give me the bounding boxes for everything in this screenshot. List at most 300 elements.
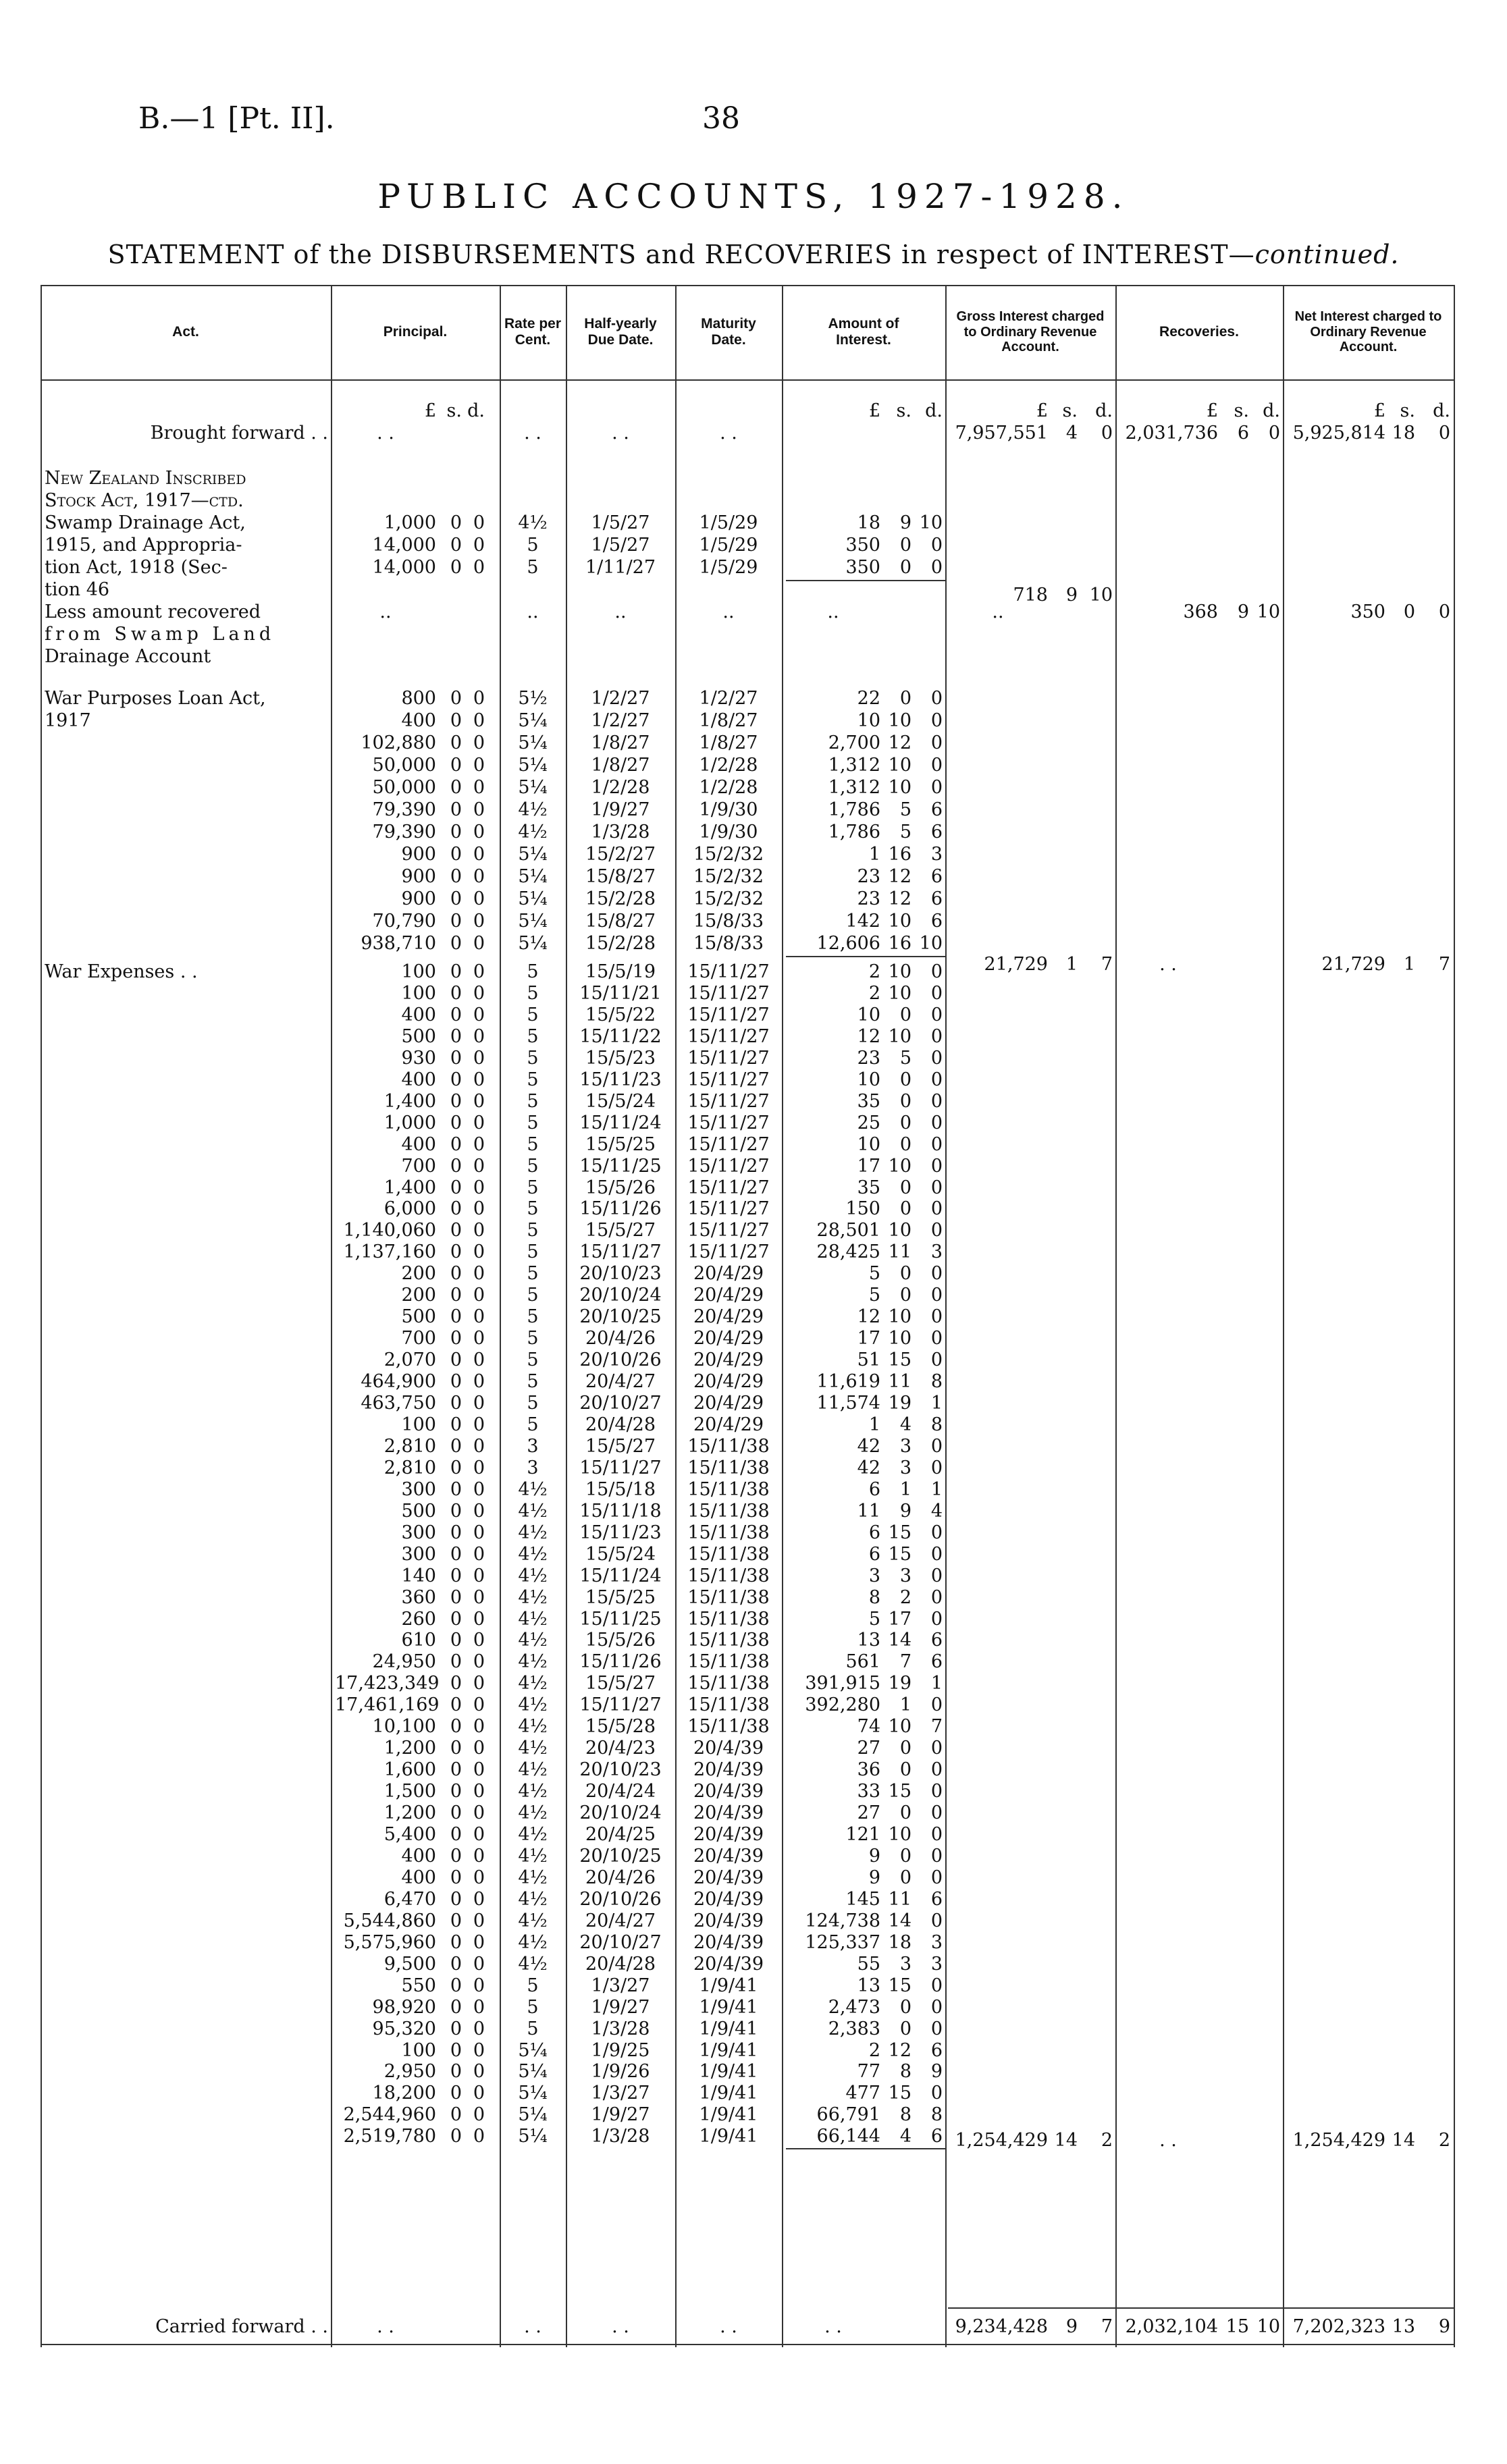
maturity-dots: . . [720, 2316, 737, 2337]
half-yearly-due-date: 15/11/27 [579, 1241, 662, 1262]
half-yearly-due-date: 15/11/26 [579, 1651, 662, 1672]
currency-row [41, 400, 1455, 422]
principal-pounds: 79,390 [372, 822, 436, 842]
maturity-date: 20/4/39 [693, 1910, 764, 1931]
page-title: PUBLIC ACCOUNTS, 1927-1928. [377, 177, 1130, 216]
principal-pounds: 1,137,160 [343, 1241, 436, 1262]
principal-pence: 0 [473, 1824, 485, 1845]
principal-shillings: 0 [450, 933, 462, 954]
principal-pence: 0 [473, 1759, 485, 1780]
half-yearly-due-date: 1/9/27 [591, 2104, 650, 2125]
principal-shillings: 0 [450, 1544, 462, 1565]
carried-forward-net-pence: 9 [1438, 2316, 1450, 2337]
amount-dots: . . [824, 2316, 842, 2337]
half-yearly-due-date: 15/5/23 [585, 1048, 656, 1069]
rate-per-cent: 5¼ [518, 866, 548, 887]
act-line [41, 645, 1455, 668]
half-yearly-due-date: 15/5/27 [585, 1436, 656, 1457]
maturity-date: 20/4/29 [693, 1349, 764, 1370]
interest-pounds: 6 [868, 1544, 880, 1565]
less-recovered-text: Less amount recovered [45, 601, 261, 622]
interest-pence: 0 [930, 688, 943, 709]
table-row [41, 1414, 1455, 1436]
principal-shillings: 0 [450, 1781, 462, 1802]
maturity-date: 15/2/32 [693, 866, 764, 887]
table-row [41, 1435, 1455, 1457]
interest-pence: 1 [930, 1393, 943, 1414]
rate-per-cent: 5¼ [518, 2061, 548, 2082]
interest-pence: 0 [930, 1544, 943, 1565]
interest-pounds: 11,574 [816, 1393, 880, 1414]
col-principal: Principal. [383, 324, 448, 340]
principal-pence: 0 [473, 1609, 485, 1630]
interest-pounds: 3 [868, 1565, 880, 1586]
principal-shillings: 0 [450, 777, 462, 798]
carried-forward-net-shillings: 13 [1392, 2316, 1415, 2337]
interest-shillings: 15 [888, 1975, 911, 1996]
half-yearly-due-date: 15/5/27 [585, 1673, 656, 1694]
principal-shillings: 0 [450, 1479, 462, 1500]
principal-pence: 0 [473, 1997, 485, 2018]
rate-per-cent: 5 [527, 1975, 539, 1996]
principal-pounds: 2,544,960 [343, 2104, 436, 2125]
interest-shillings: 14 [888, 1630, 911, 1651]
maturity-dots: . . [720, 423, 737, 444]
interest-shillings: 0 [899, 1263, 911, 1284]
interest-shillings: 10 [888, 755, 911, 776]
principal-shillings: 0 [450, 1910, 462, 1931]
half-yearly-due-date: 20/4/27 [585, 1910, 656, 1931]
interest-shillings: 0 [899, 1134, 911, 1155]
rate-per-cent: 4½ [518, 1544, 548, 1565]
table-row [41, 1478, 1455, 1501]
interest-pounds: 74 [857, 1716, 880, 1737]
interest-pounds: 5 [868, 1609, 880, 1630]
half-yearly-due-date: 15/11/18 [579, 1501, 662, 1522]
principal-shillings: 0 [450, 1954, 462, 1975]
table-row [41, 1694, 1455, 1716]
principal-shillings: 0 [450, 888, 462, 909]
principal-pounds: 98,920 [372, 1997, 436, 2018]
principal-pounds: 800 [401, 688, 436, 709]
interest-pounds: 23 [857, 888, 880, 909]
interest-pounds: 10 [857, 1069, 880, 1090]
maturity-date: 15/11/38 [687, 1694, 770, 1715]
interest-pence: 0 [930, 2018, 943, 2039]
principal-pounds: 6,000 [384, 1198, 436, 1219]
half-yearly-due-date: 20/10/25 [579, 1846, 662, 1867]
due-dots: . . [612, 2316, 629, 2337]
half-yearly-due-date: 15/11/24 [579, 1565, 662, 1586]
rate-per-cent: 4½ [518, 1954, 548, 1975]
principal-pounds: 938,710 [361, 933, 436, 954]
interest-shillings: 0 [899, 2018, 911, 2039]
table-row [41, 1975, 1455, 1997]
col-net: Net Interest charged to Ordinary Revenue Account. [1294, 309, 1442, 355]
table-row [41, 1219, 1455, 1241]
interest-pounds: 1,312 [828, 777, 880, 798]
interest-pence: 0 [930, 732, 943, 753]
principal-pounds: 100 [401, 1414, 436, 1435]
principal-pounds: 2,810 [384, 1436, 436, 1457]
rate-per-cent: 4½ [518, 1716, 548, 1737]
interest-pence: 6 [930, 911, 943, 932]
half-yearly-due-date: 1/11/27 [585, 557, 656, 578]
interest-pence: 3 [930, 1954, 943, 1975]
half-yearly-due-date: 1/9/26 [591, 2061, 650, 2082]
principal-shillings: 0 [450, 1393, 462, 1414]
interest-shillings: 16 [888, 844, 911, 865]
interest-pounds: 125,337 [805, 1932, 880, 1953]
interest-pounds: 23 [857, 866, 880, 887]
section-total-row [41, 2129, 1455, 2151]
rate-per-cent: 5¼ [518, 755, 548, 776]
interest-pounds: 10 [857, 710, 880, 731]
rate-per-cent: 5¼ [518, 888, 548, 909]
principal-pounds: 550 [401, 1975, 436, 1996]
interest-shillings: 8 [899, 2061, 911, 2082]
war-expenses-gross-shillings: 14 [1054, 2130, 1078, 2151]
interest-pence: 6 [930, 799, 943, 820]
half-yearly-due-date: 15/11/22 [579, 1026, 662, 1047]
interest-shillings: 0 [899, 1867, 911, 1888]
war-expenses-net-pence: 2 [1438, 2130, 1450, 2151]
principal-shillings: 0 [450, 822, 462, 842]
principal-pence: 0 [473, 1328, 485, 1349]
interest-pounds: 25 [857, 1113, 880, 1133]
maturity-date: 15/11/38 [687, 1501, 770, 1522]
principal-pence: 0 [473, 1005, 485, 1025]
principal-shillings: 0 [450, 2040, 462, 2061]
principal-shillings: 0 [450, 2083, 462, 2104]
principal-pence: 0 [473, 1867, 485, 1888]
half-yearly-due-date: 20/4/25 [585, 1824, 656, 1845]
half-yearly-due-date: 1/9/25 [591, 2040, 650, 2061]
principal-pence: 0 [473, 1802, 485, 1823]
principal-pence: 0 [473, 1069, 485, 1090]
maturity-date: 20/4/39 [693, 1889, 764, 1910]
carried-forward-row [41, 2315, 1455, 2338]
interest-pence: 8 [930, 2104, 943, 2125]
rate-per-cent: 5 [527, 1005, 539, 1025]
interest-shillings: 15 [888, 1781, 911, 1802]
rate-per-cent: 5¼ [518, 777, 548, 798]
principal-pounds: 2,070 [384, 1349, 436, 1370]
half-yearly-due-date: 20/10/23 [579, 1759, 662, 1780]
interest-pounds: 42 [857, 1457, 880, 1478]
table-row [41, 2060, 1455, 2083]
half-yearly-due-date: 20/4/27 [585, 1371, 656, 1392]
rate-per-cent: 4½ [518, 1889, 548, 1910]
maturity-date: 20/4/39 [693, 1846, 764, 1867]
rate-per-cent: 5¼ [518, 933, 548, 954]
principal-dots: .. [379, 601, 392, 622]
principal-pence: 0 [473, 2018, 485, 2039]
carried-forward-label: Carried forward . . [155, 2316, 328, 2337]
half-yearly-due-date: 15/5/25 [585, 1134, 656, 1155]
maturity-date: 1/5/29 [699, 535, 758, 556]
carried-forward-net-pounds: 7,202,323 [1292, 2316, 1385, 2337]
interest-pounds: 2,383 [828, 2018, 880, 2039]
principal-pence: 0 [473, 1134, 485, 1155]
act-line [41, 601, 1455, 623]
maturity-date: 20/4/29 [693, 1306, 764, 1327]
interest-pounds: 1,312 [828, 755, 880, 776]
principal-shillings: 0 [450, 961, 462, 982]
interest-pence: 0 [930, 1975, 943, 1996]
half-yearly-due-date: 15/5/19 [585, 961, 656, 982]
half-yearly-due-date: 15/5/22 [585, 1005, 656, 1025]
interest-shillings: 1 [899, 1479, 911, 1500]
interest-shillings: 7 [899, 1651, 911, 1672]
interest-shillings: 17 [888, 1609, 911, 1630]
principal-shillings: 0 [450, 1328, 462, 1349]
principal-pence: 0 [473, 1436, 485, 1457]
principal-pounds: 900 [401, 888, 436, 909]
half-yearly-due-date: 20/4/24 [585, 1781, 656, 1802]
interest-pounds: 11,619 [816, 1371, 880, 1392]
half-yearly-due-date: 15/11/24 [579, 1113, 662, 1133]
principal-shillings: 0 [450, 1824, 462, 1845]
table-row [41, 1845, 1455, 1867]
maturity-date: 20/4/29 [693, 1328, 764, 1349]
interest-d-label: d. [925, 400, 943, 421]
principal-pence: 0 [473, 1630, 485, 1651]
interest-pounds: 12 [857, 1026, 880, 1047]
table-row [41, 1651, 1455, 1673]
interest-pence: 6 [930, 866, 943, 887]
interest-pounds: 9 [868, 1846, 880, 1867]
maturity-date: 15/2/32 [693, 888, 764, 909]
principal-pounds: 500 [401, 1501, 436, 1522]
interest-pence: 0 [930, 1113, 943, 1133]
principal-pence: 0 [473, 1306, 485, 1327]
interest-pounds: 10 [857, 1005, 880, 1025]
principal-pence: 0 [473, 1587, 485, 1608]
maturity-date: 15/11/38 [687, 1479, 770, 1500]
principal-shillings: 0 [450, 1738, 462, 1759]
rate-per-cent: 5 [527, 1393, 539, 1414]
principal-shillings: 0 [450, 2126, 462, 2147]
principal-pounds: 1,000 [384, 512, 436, 533]
principal-pounds: 5,544,860 [343, 1910, 436, 1931]
half-yearly-due-date: 20/10/27 [579, 1393, 662, 1414]
rate-per-cent: 4½ [518, 1673, 548, 1694]
principal-pounds: 95,320 [372, 2018, 436, 2039]
interest-shillings: 10 [888, 710, 911, 731]
interest-pence: 0 [930, 1198, 943, 1219]
interest-pence: 0 [930, 1069, 943, 1090]
maturity-date: 1/9/30 [699, 822, 758, 842]
principal-shillings: 0 [450, 1609, 462, 1630]
principal-shillings: 0 [450, 1630, 462, 1651]
rate-per-cent: 4½ [518, 1522, 548, 1543]
table-row [41, 1910, 1455, 1932]
rate-per-cent: 5 [527, 1414, 539, 1435]
principal-pence: 0 [473, 1673, 485, 1694]
interest-pence: 6 [930, 2040, 943, 2061]
principal-shillings: 0 [450, 799, 462, 820]
rate-per-cent: 5 [527, 983, 539, 1004]
principal-shillings: 0 [450, 1069, 462, 1090]
brought-forward-gross-shillings: 4 [1065, 423, 1078, 444]
interest-pence: 0 [930, 1263, 943, 1284]
half-yearly-due-date: 15/5/18 [585, 1479, 656, 1500]
table-row [41, 910, 1455, 932]
interest-pounds: 5 [868, 1263, 880, 1284]
interest-pounds: 392,280 [805, 1694, 880, 1715]
maturity-date: 15/11/27 [687, 1091, 770, 1112]
war-expenses-gross-pounds: 1,254,429 [955, 2130, 1048, 2151]
interest-pounds: 36 [857, 1759, 880, 1780]
carried-forward-gross-pounds: 9,234,428 [955, 2316, 1048, 2337]
principal-pence: 0 [473, 1241, 485, 1262]
rate-per-cent: 5 [527, 1069, 539, 1090]
principal-pence: 0 [473, 1846, 485, 1867]
principal-pounds: 200 [401, 1285, 436, 1306]
rate-per-cent: 5 [527, 1091, 539, 1112]
maturity-date: 1/9/41 [699, 2018, 758, 2039]
principal-pence: 0 [473, 911, 485, 932]
interest-pounds: 145 [845, 1889, 880, 1910]
interest-pounds: 23 [857, 1048, 880, 1069]
less-recovered-text: from Swamp Land [45, 624, 275, 645]
interest-pence: 3 [930, 1932, 943, 1953]
interest-pounds: 121 [845, 1824, 880, 1845]
principal-shillings: 0 [450, 535, 462, 556]
principal-pence: 0 [473, 1694, 485, 1715]
interest-pence: 0 [930, 535, 943, 556]
interest-shillings: 4 [899, 2126, 911, 2147]
interest-shillings: 2 [899, 1587, 911, 1608]
interest-pence: 0 [930, 1910, 943, 1931]
act-line [41, 709, 1455, 732]
interest-pence: 0 [930, 1759, 943, 1780]
rate-per-cent: 5 [527, 1156, 539, 1177]
rate-per-cent: 3 [527, 1457, 539, 1478]
principal-shillings: 0 [450, 1457, 462, 1478]
interest-shillings: 10 [888, 1824, 911, 1845]
interest-pence: 6 [930, 1630, 943, 1651]
interest-pounds: 12,606 [816, 933, 880, 954]
interest-pence: 0 [930, 1997, 943, 2018]
table-row [41, 865, 1455, 888]
interest-shillings: 12 [888, 2040, 911, 2061]
principal-shillings: 0 [450, 1414, 462, 1435]
interest-pounds: 6 [868, 1479, 880, 1500]
interest-shillings: 0 [899, 1091, 911, 1112]
interest-pence: 0 [930, 1867, 943, 1888]
rate-per-cent: 5¼ [518, 732, 548, 753]
rate-per-cent: 5 [527, 1241, 539, 1262]
interest-shillings: 19 [888, 1393, 911, 1414]
table-row [41, 821, 1455, 843]
interest-shillings: 0 [899, 1177, 911, 1198]
maturity-date: 15/11/38 [687, 1716, 770, 1737]
interest-shillings: 5 [899, 799, 911, 820]
interest-shillings: 10 [888, 1156, 911, 1177]
interest-pence: 6 [930, 888, 943, 909]
maturity-date: 1/5/29 [699, 512, 758, 533]
interest-pence: 0 [930, 1306, 943, 1327]
half-yearly-due-date: 15/11/23 [579, 1522, 662, 1543]
principal-pence: 0 [473, 2040, 485, 2061]
maturity-date: 15/11/27 [687, 1113, 770, 1133]
principal-shillings: 0 [450, 1802, 462, 1823]
principal-shillings: 0 [450, 1997, 462, 2018]
principal-pounds: 17,423,349 [335, 1673, 440, 1694]
maturity-date: 15/11/27 [687, 1026, 770, 1047]
principal-pence: 0 [473, 1716, 485, 1737]
principal-pence: 0 [473, 2083, 485, 2104]
maturity-date: 15/2/32 [693, 844, 764, 865]
maturity-date: 15/11/38 [687, 1565, 770, 1586]
war-purposes-gross-shillings: 1 [1065, 954, 1078, 975]
principal-pounds: 300 [401, 1522, 436, 1543]
interest-shillings: 3 [899, 1436, 911, 1457]
nz-stock-heading-2: Stock Act, 1917—ctd. [45, 490, 244, 511]
principal-pounds: 2,810 [384, 1457, 436, 1478]
interest-pounds: 391,915 [805, 1673, 880, 1694]
interest-pound-sign: £ [868, 400, 880, 421]
recoveries-s-label: s. [1234, 400, 1249, 421]
act-line [41, 687, 1455, 709]
interest-pence: 0 [930, 1694, 943, 1715]
rate-per-cent: 5 [527, 1371, 539, 1392]
interest-shillings: 5 [899, 822, 911, 842]
maturity-date: 20/4/29 [693, 1371, 764, 1392]
nz-net-shillings: 0 [1403, 601, 1415, 622]
half-yearly-due-date: 15/2/27 [585, 844, 656, 865]
principal-pence: 0 [473, 1048, 485, 1069]
half-yearly-due-date: 20/10/26 [579, 1889, 662, 1910]
principal-pounds: 1,140,060 [343, 1220, 436, 1241]
page-number: 38 [702, 101, 740, 136]
rate-per-cent: 5¼ [518, 911, 548, 932]
rate-per-cent: 5 [527, 557, 539, 578]
interest-pence: 0 [930, 1824, 943, 1845]
maturity-date: 15/11/27 [687, 983, 770, 1004]
nz-gross-pounds: 718 [1013, 585, 1048, 606]
interest-pounds: 2,700 [828, 732, 880, 753]
interest-shillings: 0 [899, 1759, 911, 1780]
half-yearly-due-date: 15/5/24 [585, 1544, 656, 1565]
half-yearly-due-date: 15/11/21 [579, 983, 662, 1004]
principal-shillings: 0 [450, 688, 462, 709]
principal-shillings: 0 [450, 1565, 462, 1586]
rate-per-cent: 4½ [518, 1759, 548, 1780]
rate-dots: . . [524, 2316, 541, 2337]
principal-pence: 0 [473, 1954, 485, 1975]
interest-pounds: 77 [857, 2061, 880, 2082]
table-row [41, 1629, 1455, 1651]
principal-pence: 0 [473, 2061, 485, 2082]
principal-pounds: 5,400 [384, 1824, 436, 1845]
nz-stock-heading: New Zealand Inscribed [45, 468, 246, 489]
interest-pence: 3 [930, 844, 943, 865]
carried-forward-recoveries-shillings: 15 [1225, 2316, 1249, 2337]
principal-shillings: 0 [450, 1759, 462, 1780]
gross-d-label: d. [1095, 400, 1113, 421]
maturity-date: 20/4/29 [693, 1263, 764, 1284]
principal-pence: 0 [473, 983, 485, 1004]
interest-shillings: 0 [899, 1846, 911, 1867]
principal-pounds: 463,750 [361, 1393, 436, 1414]
carried-forward-recoveries-pence: 10 [1257, 2316, 1280, 2337]
interest-shillings: 10 [888, 1328, 911, 1349]
principal-pence: 0 [473, 1522, 485, 1543]
maturity-date: 20/4/39 [693, 1781, 764, 1802]
